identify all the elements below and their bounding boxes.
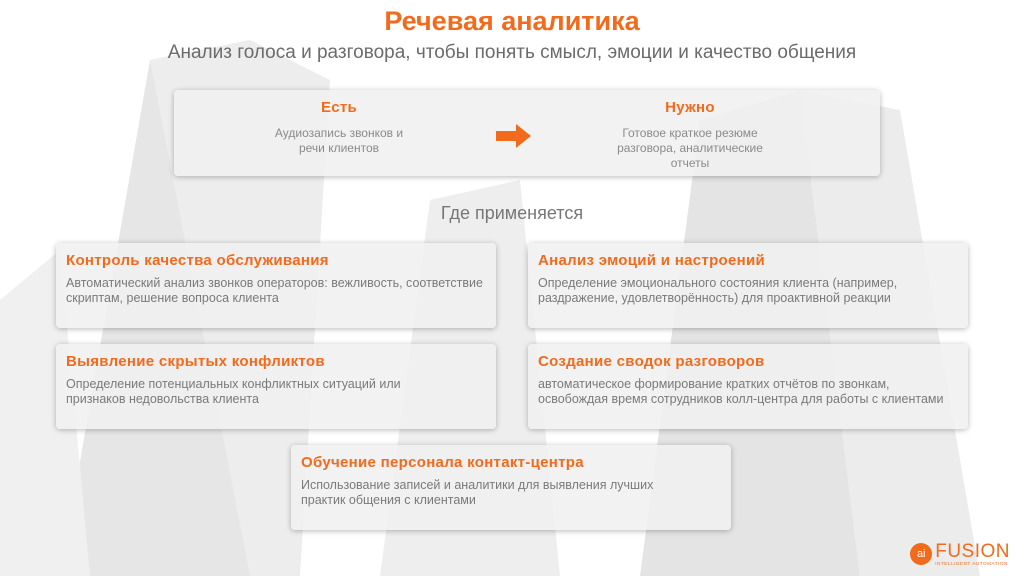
- feature-title: Обучение персонала контакт-центра: [301, 454, 584, 471]
- page-title: Речевая аналитика: [384, 6, 640, 36]
- have-block: [244, 99, 434, 156]
- section-title: Где применяется: [440, 203, 584, 223]
- feature-text: Использование записей и аналитики для выявления лучших практик общения с клиентами: [301, 478, 654, 507]
- page-subtitle: Анализ голоса и разговора, чтобы понять смысл, эмоции и качество общения: [167, 42, 857, 63]
- feature-title: Создание сводок разговоров: [538, 353, 765, 370]
- need-block: [592, 99, 788, 171]
- company-logo: [910, 542, 1010, 567]
- feature-text: Автоматический анализ звонков операторов: вежливость, соответствие скриптам, решение вопроса клиента: [66, 276, 483, 305]
- logo-ai-badge: ai: [910, 543, 932, 565]
- need-text: Готовое краткое резюме разговора, аналитические отчеты: [617, 126, 763, 170]
- feature-text: Определение эмоционального состояния клиента (например, раздражение, удовлетворённость) для проактивной реакции: [538, 276, 898, 305]
- feature-text: автоматическое формирование кратких отчётов по звонкам, освобождая время сотрудников колл-центра для работы с клиентами: [538, 377, 944, 406]
- feature-card-emotions: [528, 243, 968, 328]
- feature-card-conflicts: [56, 344, 496, 429]
- feature-title: Анализ эмоций и настроений: [538, 252, 766, 269]
- feature-card-summaries: [528, 344, 968, 429]
- logo-tagline: INTELLIGENT AUTOMATION: [935, 560, 1008, 566]
- feature-card-quality: [56, 243, 496, 328]
- feature-title: Выявление скрытых конфликтов: [66, 353, 325, 370]
- have-text: Аудиозапись звонков и речи клиентов: [274, 126, 404, 155]
- feature-text: Определение потенциальных конфликтных ситуаций или признаков недовольства клиента: [66, 377, 401, 406]
- feature-card-training: [291, 445, 731, 530]
- have-title: Есть: [320, 99, 358, 116]
- arrow-right-icon: [496, 123, 532, 149]
- need-title: Нужно: [665, 99, 715, 116]
- logo-name: FUSION: [935, 540, 1010, 562]
- feature-title: Контроль качества обслуживания: [66, 252, 329, 269]
